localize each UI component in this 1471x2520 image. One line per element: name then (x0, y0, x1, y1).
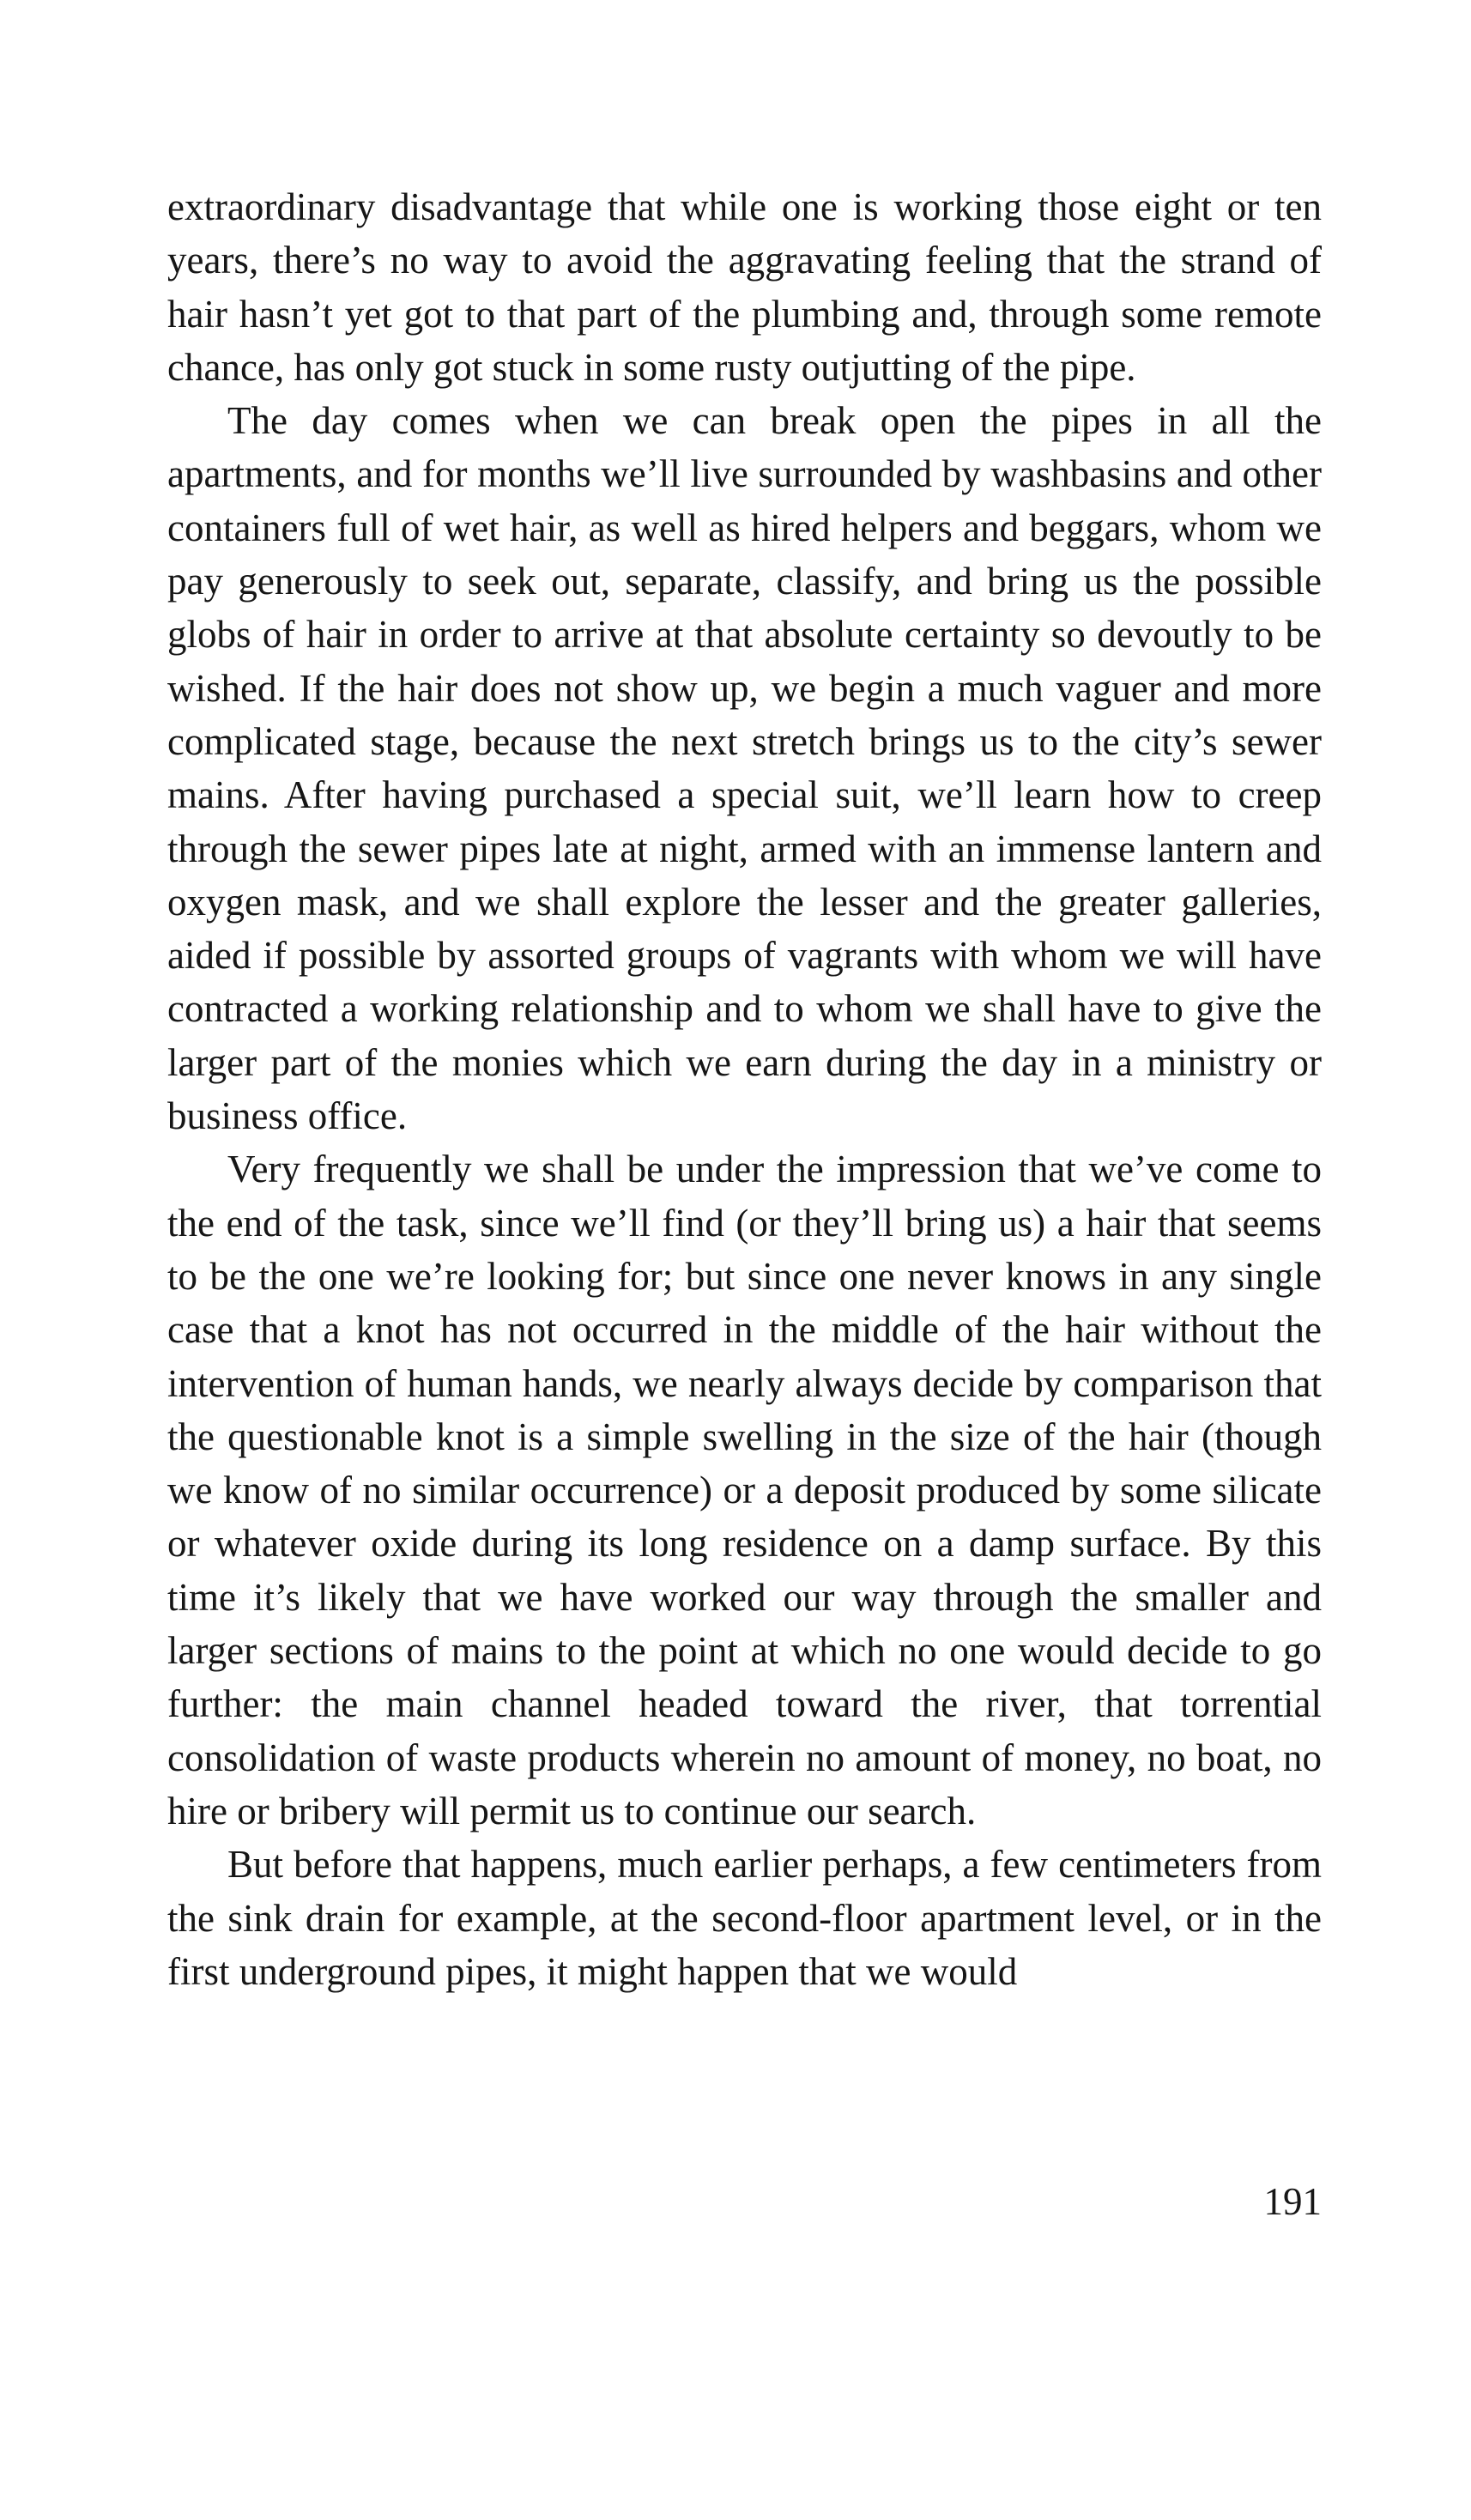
paragraph-4: But before that happens, much earlier perhaps, a few centimeters from the sink drain for example, at the second-floor apartment level, or in the first underground pipes, it might happen that we would (167, 1843, 1322, 1993)
paragraph-1: extraordinary disadvantage that while one is working those eight or ten years, there’s no way to avoid the aggravating feeling that the strand of hair hasn’t yet got to that part of the plumbing and, through some remote chance, has only got stuck in some rusty outjutting of the pipe. (167, 185, 1322, 389)
paragraph-2: The day comes when we can break open the pipes in all the apartments, and for months we’ll live surrounded by washbasins and other containers full of wet hair, as well as hired helpers and beggars, whom we pay generously to seek out, separate, classify, and bring us the possible globs of hair in order to arrive at that absolute certainty so devoutly to be wished. If the hair does not show up, we begin a much vaguer and more complicated stage, because the next stretch brings us to the city’s sewer mains. After having purchased a special suit, we’ll learn how to creep through the sewer pipes late at night, armed with an immense lantern and oxygen mask, and we shall explore the lesser and the greater galleries, aided if possible by assorted groups of vagrants with whom we will have contracted a working relationship and to whom we shall have to give the larger part of the monies which we earn during the day in a ministry or business office. (167, 399, 1322, 1138)
paragraph-3: Very frequently we shall be under the impression that we’ve come to the end of the task, since we’ll find (or they’ll bring us) a hair that seems to be the one we’re looking for; but since one never knows in any single case that a knot has not occurred in the middle of the hair without the intervention of human hands, we nearly always decide by comparison that the questionable knot is a simple swelling in the size of the hair (though we know of no similar occurrence) or a deposit produced by some silicate or whatever oxide during its long residence on a damp surface. By this time it’s likely that we have worked our way through the smaller and larger sections of mains to the point at which no one would decide to go further: the main channel headed toward the river, that torrential consolidation of waste products wherein no amount of money, no boat, no hire or bribery will permit us to continue our search. (167, 1148, 1322, 1832)
body-text (167, 180, 1322, 1998)
page-number: 191 (1263, 2180, 1322, 2223)
